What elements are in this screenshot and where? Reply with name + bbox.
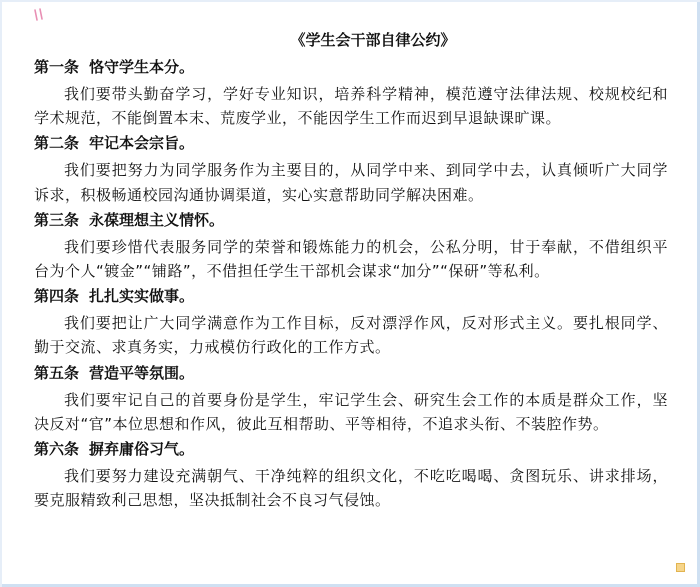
document-body (34, 28, 668, 512)
article-text: 我们要带头勤奋学习，学好专业知识，培养科学精神，模范遵守法律法规、校规校纪和学术规范，不能倒置本末、荒废学业，不能因学生工作而迟到早退缺课旷课。 (34, 85, 668, 128)
corner-marker (676, 563, 685, 572)
article-heading (34, 437, 668, 461)
article-number: 第四条 (34, 287, 80, 306)
article-title: 摒弃庸俗习气。 (89, 440, 195, 459)
article-heading (34, 361, 668, 385)
article-text: 我们要把努力为同学服务作为主要目的，从同学中来、到同学中去，认真倾听广大同学诉求，积极畅通校园沟通协调渠道，实心实意帮助同学解决困难。 (34, 161, 668, 204)
article-text: 我们要努力建设充满朝气、干净纯粹的组织文化，不吃吃喝喝、贪图玩乐、讲求排场，要克服精致利己思想，坚决抵制社会不良习气侵蚀。 (34, 467, 668, 510)
article-2 (34, 131, 668, 206)
article-number: 第一条 (34, 58, 80, 76)
article-text: 我们要把让广大同学满意作为工作目标，反对漂浮作风，反对形式主义。要扎根同学、勤于交流、求真务实，力戒模仿行政化的工作方式。 (34, 314, 668, 357)
article-number: 第三条 (34, 210, 80, 229)
article-4 (34, 284, 668, 359)
article-5 (34, 361, 668, 436)
pen-mark-icon (32, 8, 48, 26)
left-border (0, 0, 2, 587)
article-heading (34, 131, 668, 155)
article-heading (34, 208, 668, 232)
article-title: 永葆理想主义情怀。 (89, 210, 225, 229)
article-title: 扎扎实实做事。 (89, 287, 195, 306)
article-title: 牢记本会宗旨。 (89, 134, 195, 153)
article-title: 恪守学生本分。 (89, 58, 195, 76)
article-number: 第二条 (34, 134, 80, 153)
article-6 (34, 437, 668, 512)
article-text: 我们要牢记自己的首要身份是学生，牢记学生会、研究生会工作的本质是群众工作，坚决反对“官”本位思想和作风，彼此互相帮助、平等相待，不追求头衔、不装腔作势。 (34, 390, 668, 433)
article-heading (34, 284, 668, 308)
document-title: 《学生会干部自律公约》 (290, 31, 456, 49)
article-number: 第五条 (34, 363, 80, 382)
top-border (0, 0, 700, 2)
article-3 (34, 208, 668, 283)
article-title: 营造平等氛围。 (89, 363, 195, 382)
article-number: 第六条 (34, 440, 80, 459)
article-1 (34, 55, 668, 130)
article-text: 我们要珍惜代表服务同学的荣誉和锻炼能力的机会，公私分明，甘于奉献，不借组织平台为个人“镀金”“铺路”，不借担任学生干部机会谋求“加分”“保研”等私利。 (34, 237, 668, 281)
article-heading (34, 55, 668, 79)
